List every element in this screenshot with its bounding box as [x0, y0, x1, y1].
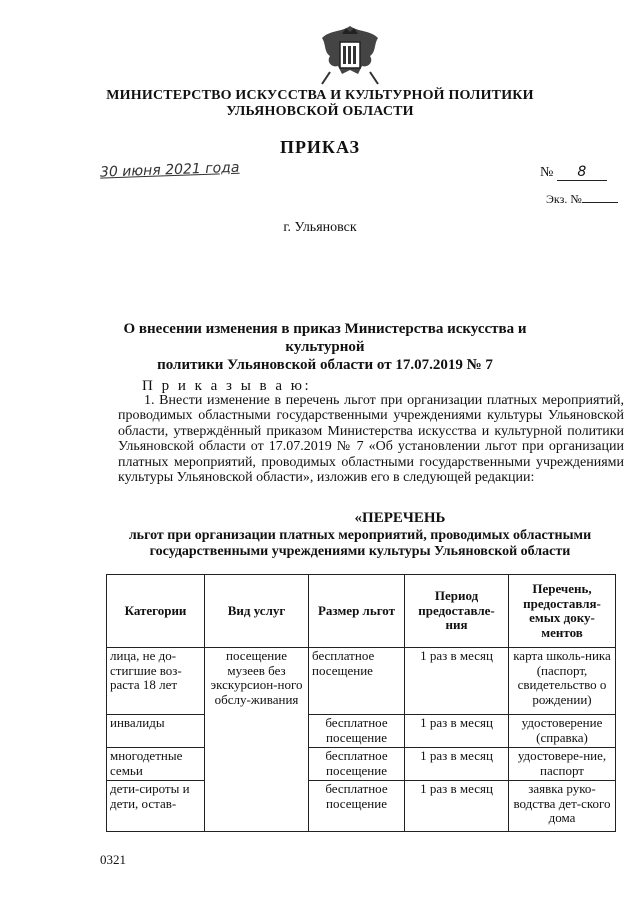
list-subtitle-line-2: государственными учреждениями культуры Ульяновской области — [149, 544, 571, 559]
benefits-table — [106, 574, 616, 832]
order-heading — [110, 320, 540, 374]
copy-number — [546, 192, 618, 207]
list-title: «ПЕРЕЧЕНЬ — [354, 510, 446, 526]
ministry-name — [60, 88, 580, 120]
cell-size: бесплатное посещение — [309, 715, 405, 748]
page-number: 0321 — [100, 852, 126, 867]
cell-service: посещение музеев без экскурсион-ного обслу-живания — [205, 648, 309, 832]
cell-documents: удостовере-ние, паспорт — [509, 748, 616, 781]
order-title: ПРИКАЗ — [279, 137, 361, 157]
table-header-row — [107, 575, 616, 648]
coat-of-arms-icon — [312, 22, 388, 94]
cell-period: 1 раз в месяц — [405, 781, 509, 832]
number-value: 8 — [557, 164, 607, 181]
cell-documents: карта школь-ника (паспорт, свидетельство о рождении) — [509, 648, 616, 715]
cell-documents: удостоверение (справка) — [509, 715, 616, 748]
prikazyvayu: П р и к а з ы в а ю: — [142, 378, 312, 394]
table-row — [107, 748, 616, 781]
cell-size: бесплатное посещение — [309, 781, 405, 832]
paragraph-1: 1. Внести изменение в перечень льгот при организации платных мероприятий, проводимых областными государственными учреждениями культуры Ульяновской области, утверждённый приказом Министерства искусства и культурной политики Ульяновской области от 17.07.2019 № 7 «Об установлении льгот при организации платных мероприятий, проводимых областными государственными учреждениями культуры Ульяновской области», изложив его в следующей редакции: — [118, 393, 624, 486]
city: г. Ульяновск — [283, 220, 357, 235]
order-date: 30 июня 2021 года — [99, 159, 240, 181]
header-service: Вид услуг — [205, 575, 309, 648]
copy-label: Экз. № — [546, 192, 582, 206]
list-subtitle — [110, 528, 610, 560]
cell-documents: заявка руко-водства дет-ского дома — [509, 781, 616, 832]
list-subtitle-line-1: льгот при организации платных мероприятий, проводимых областными — [128, 528, 592, 543]
table-row — [107, 781, 616, 832]
number-label: № — [540, 165, 554, 180]
header-documents: Перечень, предоставля-емых доку-ментов — [509, 575, 616, 648]
cell-period: 1 раз в месяц — [405, 648, 509, 715]
cell-size: бесплатное посещение — [309, 648, 405, 715]
heading-line-1: О внесении изменения в приказ Министерства искусства и культурной — [123, 321, 527, 355]
header-period: Период предоставле-ния — [405, 575, 509, 648]
cell-category: лица, не до-стигшие воз-раста 18 лет — [107, 648, 205, 715]
table-row — [107, 715, 616, 748]
heading-line-2: политики Ульяновской области от 17.07.2019 № 7 — [157, 357, 493, 373]
copy-blank — [582, 202, 618, 203]
ministry-line-1: МИНИСТЕРСТВО ИСКУССТВА И КУЛЬТУРНОЙ ПОЛИТИКИ — [106, 88, 534, 103]
ministry-line-2: УЛЬЯНОВСКОЙ ОБЛАСТИ — [226, 104, 414, 119]
cell-category: многодетные семьи — [107, 748, 205, 781]
cell-category: дети-сироты и дети, остав- — [107, 781, 205, 832]
table-row — [107, 648, 616, 715]
header-category: Категории — [107, 575, 205, 648]
cell-size: бесплатное посещение — [309, 748, 405, 781]
cell-period: 1 раз в месяц — [405, 748, 509, 781]
cell-category: инвалиды — [107, 715, 205, 748]
order-number — [540, 164, 607, 181]
cell-period: 1 раз в месяц — [405, 715, 509, 748]
header-size: Размер льгот — [309, 575, 405, 648]
